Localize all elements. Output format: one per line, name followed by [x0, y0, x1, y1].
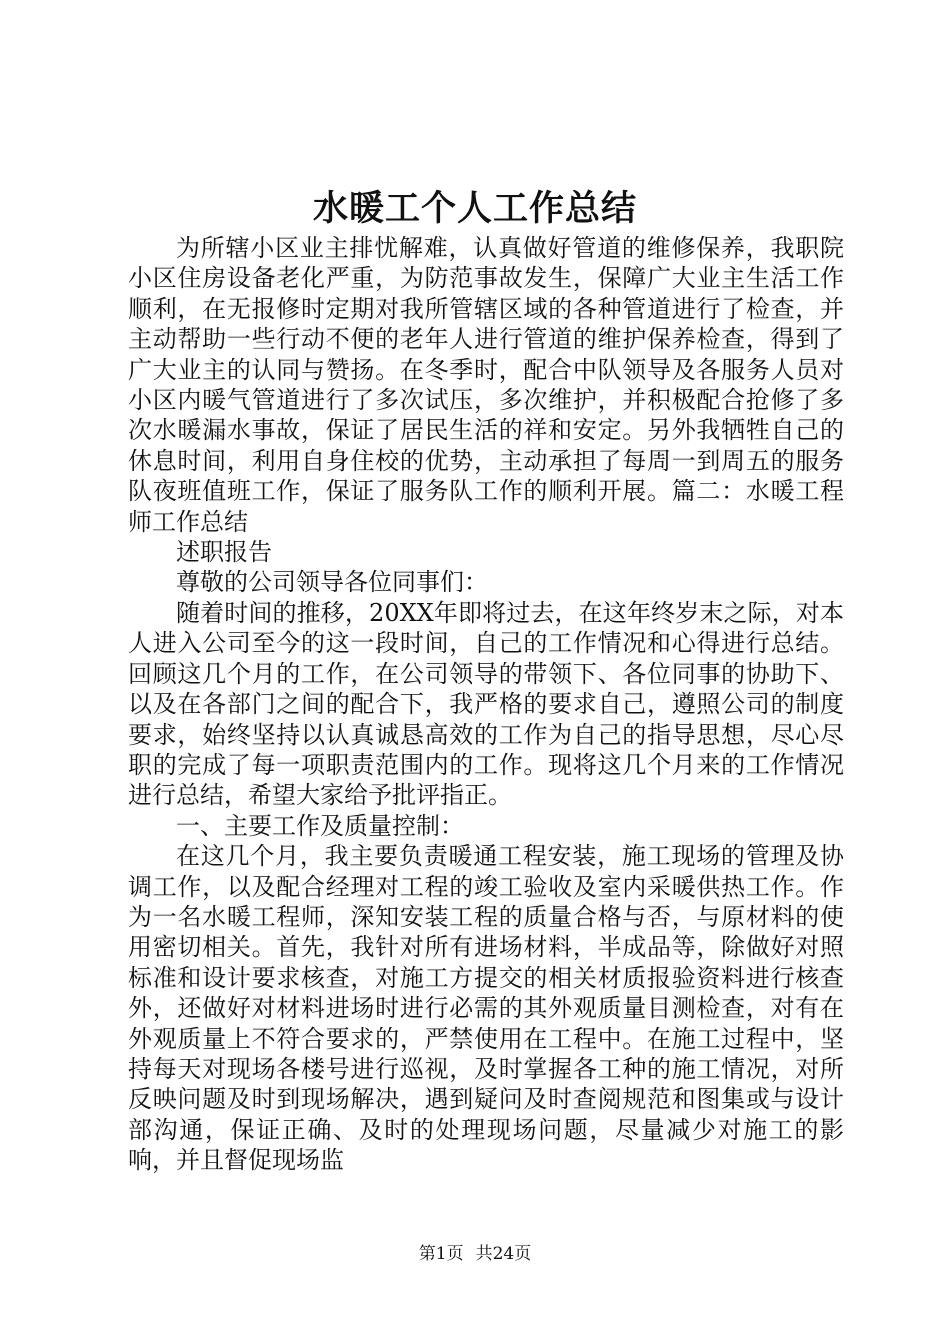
paragraph: 一、主要工作及质量控制： [176, 811, 464, 840]
paragraph: 为所辖小区业主排忧解难，认真做好管道的维修保养，我职院小区住房设备老化严重，为防范事故发生，保障广大业主生活工作顺利，在无报修时定期对我所管辖区域的各种管道进行了检查，并主动帮助一些行动不便的老年人进行管道的维护保养检查，得到了广大业主的认同与赞扬。在冬季时，配合中队领导及各服务人员对小区内暖气管道进行了多次试压，多次维护，并积极配合抢修了多次水暖漏水事故，保证了居民生活的祥和安定。另外我牺牲自己的休息时间，利用自身住校的优势，主动承担了每周一到周五的服务队夜班值班工作，保证了服务队工作的顺利开展。篇二：水暖工程师工作总结 [128, 234, 844, 536]
page-total: 共24页 [475, 1244, 532, 1264]
document-body [128, 233, 844, 1176]
document-title: 水暖工个人工作总结 [312, 188, 637, 229]
paragraph: 尊敬的公司领导各位同事们： [176, 568, 488, 597]
paragraph: 在这几个月，我主要负责暖通工程安装，施工现场的管理及协调工作，以及配合经理对工程的竣工验收及室内采暖供热工作。作为一名水暖工程师，深知安装工程的质量合格与否，与原材料的使用密切相关。首先，我针对所有进场材料，半成品等，除做好对照标准和设计要求核查，对施工方提交的相关材质报验资料进行核查外，还做好对材料进场时进行必需的其外观质量目测检查，对有在外观质量上不符合要求的，严禁使用在工程中。在施工过程中，坚持每天对现场各楼号进行巡视，及时掌握各工种的施工情况，对所反映问题及时到现场解决，遇到疑问及时查阅规范和图集或与设计部沟通，保证正确、及时的处理现场问题，尽量减少对施工的影响，并且督促现场监 [128, 842, 844, 1175]
page-footer [0, 1242, 950, 1266]
paragraph: 述职报告 [176, 538, 272, 567]
page-number: 第1页 [418, 1244, 464, 1264]
paragraph: 随着时间的推移，20XX年即将过去，在这年终岁末之际，对本人进入公司至今的这一段时间，自己的工作情况和心得进行总结。回顾这几个月的工作，在公司领导的带领下、各位同事的协助下、以及在各部门之间的配合下，我严格的要求自己，遵照公司的制度要求，始终坚持以认真诚恳高效的工作为自己的指导思想，尽心尽职的完成了每一项职责范围内的工作。现将这几个月来的工作情况进行总结，希望大家给予批评指正。 [128, 598, 844, 810]
